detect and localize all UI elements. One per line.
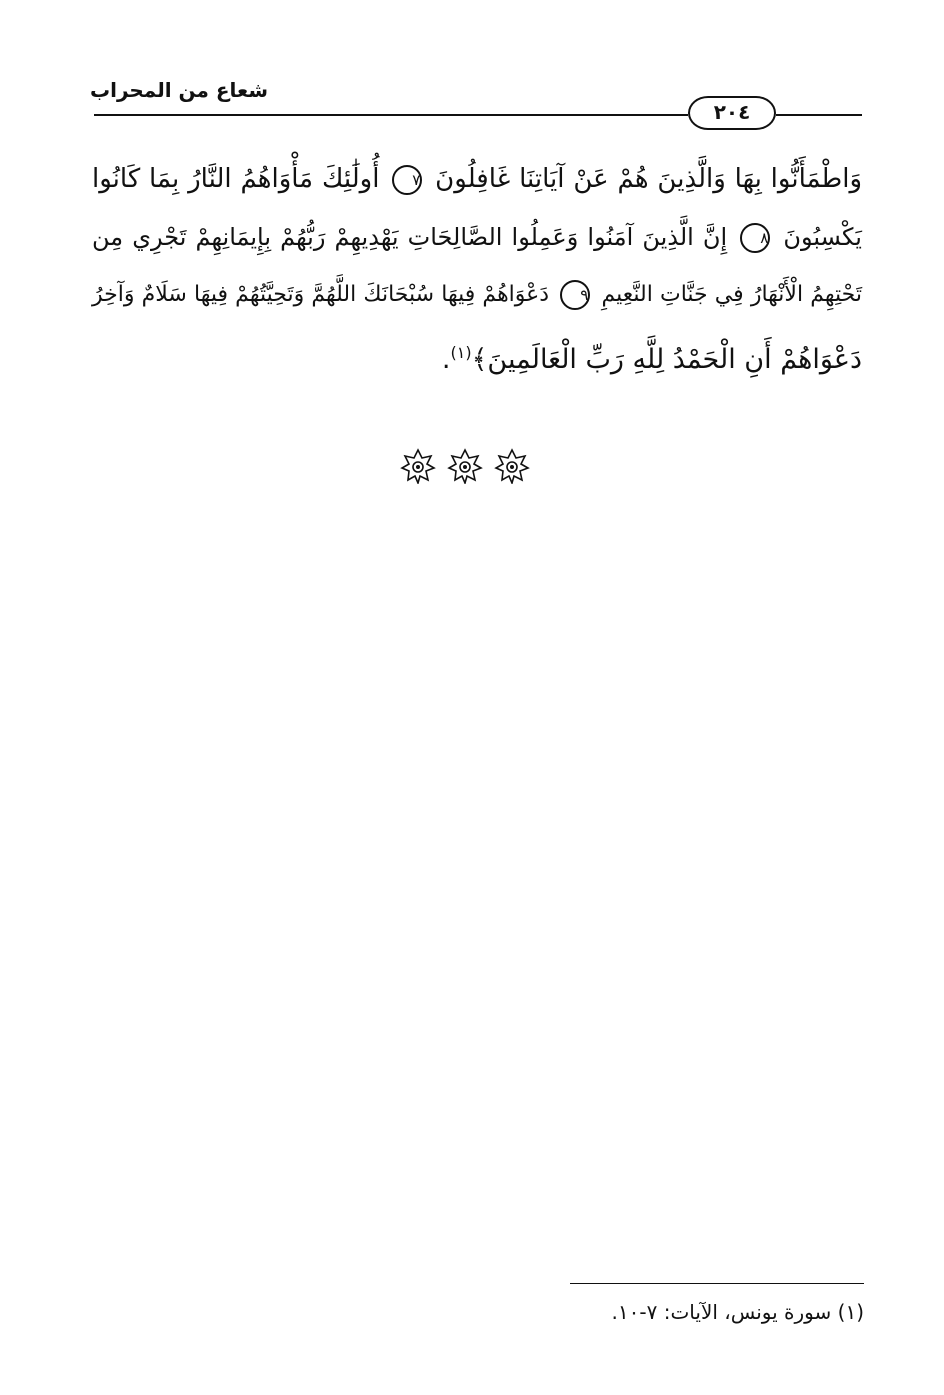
verse-text: وَاطْمَأَنُّوا بِهَا وَالَّذِينَ هُمْ عَنْ آيَاتِنَا غَافِلُونَ	[435, 164, 862, 194]
page-header	[90, 70, 862, 130]
end-period: .	[441, 344, 451, 375]
ayah-number-marker: ٩	[560, 280, 590, 310]
footnote-separator	[570, 1283, 864, 1284]
footnote: (١) سورة يونس، الآيات: ٧-١٠.	[611, 1300, 864, 1324]
ayah-number-marker: ٨	[740, 223, 770, 253]
ayah-number-marker: ٧	[392, 165, 422, 195]
header-rule-right	[776, 114, 862, 116]
flower-ornament-icon	[494, 448, 530, 484]
verse-text: تَحْتِهِمُ الْأَنْهَارُ فِي جَنَّاتِ النَّعِيمِ	[601, 282, 863, 307]
text-line-4	[92, 324, 862, 389]
text-line-3	[92, 266, 862, 324]
running-title: شعاع من المحراب	[90, 78, 269, 102]
flower-ornament-icon	[400, 448, 436, 484]
flower-ornament-icon	[447, 448, 483, 484]
text-line-1	[92, 150, 862, 208]
verse-text: إِنَّ الَّذِينَ آمَنُوا وَعَمِلُوا الصَّالِحَاتِ يَهْدِيهِمْ رَبُّهُمْ بِإِيمَانِهِمْ تَجْرِي مِن	[92, 223, 728, 251]
verse-text: دَعْوَاهُمْ أَنِ الْحَمْدُ لِلَّهِ رَبِّ الْعَالَمِينَ	[487, 344, 862, 375]
verse-text: أُولَٰئِكَ مَأْوَاهُمُ النَّارُ بِمَا كَانُوا	[92, 164, 380, 194]
verse-text: يَكْسِبُونَ	[783, 223, 862, 251]
footnote-reference: (١)	[450, 343, 472, 362]
verse-text: دَعْوَاهُمْ فِيهَا سُبْحَانَكَ اللَّهُمَّ وَتَحِيَّتُهُمْ فِيهَا سَلَامٌ وَآخِرُ	[92, 282, 550, 307]
text-line-2	[92, 208, 862, 266]
closing-bracket: ﴾	[471, 344, 488, 375]
header-rule	[94, 114, 688, 116]
quran-text-block	[92, 150, 862, 389]
page-number: ٢٠٤	[688, 96, 776, 130]
section-ornaments	[400, 448, 530, 484]
